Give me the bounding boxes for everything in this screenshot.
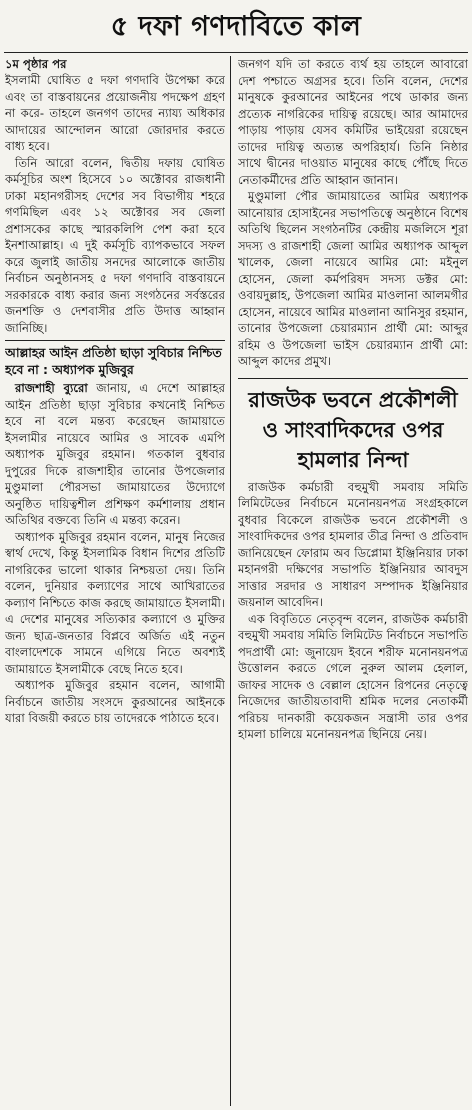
- article-paragraph: ইসলামী ঘোষিত ৫ দফা গণদাবি উপেক্ষা করে এবং তা বাস্তবায়নের প্রয়োজনীয় পদক্ষেপ গ্রহণ না করে- তাহলে জনগণ তাদের ন্যায্য অধিকার আদায়ের আন্দোলন আরো জোরদার করতে বাধ্য হবে।: [5, 73, 225, 153]
- headline: ৫ দফা গণদাবিতে কাল: [110, 11, 362, 42]
- article-paragraph: রাজউক কর্মচারী বহুমুখী সমবায় সমিতি লিমিটেডের নির্বাচনে মনোনয়নপত্র সংগ্রহকালে বুধবার বিকেলে রাজউক ভবনে প্রকৌশলী ও সাংবাদিকদের ওপর হামলার তীব্র নিন্দা ও প্রতিবাদ জানিয়েছেন ফোরাম অব ডিপ্লোমা ইঞ্জিনিয়ার ঢাকা মহানগরী দক্ষিণের সভাপতি ইঞ্জিনিয়ার আবদুস সাত্তার সরদার ও সাধারণ সম্পাদক ইঞ্জিনিয়ার জয়নাল আবেদিন।: [238, 479, 468, 609]
- headline-rule: [4, 52, 468, 53]
- article-paragraph: এক বিবৃতিতে নেতৃবৃন্দ বলেন, রাজউক কর্মচারী বহুমুখী সমবায় সমিতি লিমিটেড নির্বাচনে সভাপতি পদপ্রার্থী মো: জুনায়েদ ইবনে শরীফ মনোনয়নপত্র উত্তোলন করতে গেলে নুরুল আলম হেলাল, জাফর সাদেক ও বেল্লাল হোসেন রিপনের নেতৃত্বে নিজেদের জাতীয়তাবাদী শ্রমিক দলের নেতাকর্মী পরিচয় দানকারী কয়েকজন সন্ত্রাসী তার ওপর হামলা চালিয়ে মনোনয়নপত্র ছিনিয়ে নেয়।: [238, 611, 468, 741]
- column-divider: [230, 56, 231, 1106]
- dateline-paragraph: [5, 380, 225, 529]
- article-paragraph: অধ্যাপক মুজিবুর রহমান বলেন, আগামী নির্বাচনে জাতীয় সংসদে কুরআনের আইনকে যারা বিজয়ী করতে চায় তাদেরকে পাঠাতে হবে।: [5, 678, 225, 725]
- subheadline: আল্লাহর আইন প্রতিষ্ঠা ছাড়া সুবিচার নিশ্চিত হবে না : অধ্যাপক মুজিবুর: [5, 340, 225, 378]
- dateline-paragraph-text: জানায়, এ দেশে আল্লাহর আইন প্রতিষ্ঠা ছাড়া সুবিচার কখনোই নিশ্চিত হবে না বলে মন্তব্য করেছেন জামায়াতে ইসলামীর নায়েবে আমির ও সাবেক এমপি অধ্যাপক মুজিবুর রহমান। গতকাল বুধবার দুপুরের দিকে রাজশাহীর তানোর উপজেলার মুণ্ডুমালা পৌরসভা জামায়াতের উদ্যোগে অনুষ্ঠিত দায়িত্বশীল প্রশিক্ষণ কর্মশালায় প্রধান অতিথির বক্তব্যে তিনি এ মন্তব্য করেন।: [5, 381, 225, 527]
- continued-from-label: ১ম পৃষ্ঠার পর: [5, 57, 67, 71]
- second-article-body: [238, 479, 468, 999]
- article-paragraph: তিনি আরো বলেন, দ্বিতীয় দফায় ঘোষিত কর্মসূচির অংশ হিসেবে ১০ অক্টোবর রাজধানী ঢাকা মহানগরীসহ দেশের সব বিভাগীয় শহরে গণমিছিল এবং ১২ অক্টোবর সব জেলা প্রশাসকের কাছে স্মারকলিপি পেশ করা হবে ইনশাআল্লাহ। এ দুই কর্মসূচি ব্যাপকভাবে সফল করে জুলাই জাতীয় সনদের আলোকে জাতীয় নির্বাচন অনুষ্ঠানসহ ৫ দফা গণদাবি বাস্তবায়নে সরকারকে বাধ্য করার জন্য সংগঠনের সর্বস্তরের জনশক্তি ও দেশবাসীর প্রতি উদাত্ত আহ্বান জানিচ্ছি।: [5, 155, 225, 335]
- left-column: [5, 56, 225, 1108]
- article-paragraph: মুণ্ডুমালা পৌর জামায়াতের আমির অধ্যাপক আনোয়ার হোসাইনের সভাপতিত্বে অনুষ্ঠানে বিশেষ অতিথি ছিলেন সংগঠনটির কেন্দ্রীয় মজলিসে শূরা সদস্য ও রাজশাহী জেলা আমির অধ্যাপক আব্দুল খালেক, জেলা নায়েবে আমির মো: মইনুল হোসেন, জেলা কর্মপরিষদ সদস্য ডক্টর মো: ওবায়দুল্লাহ, উপজেলা আমির মাওলানা আলমগীর হোসেন, নায়েবে আমির মাওলানা আনিসুর রহমান, তানোর উপজেলা চেয়ারম্যান প্রার্থী মো: আব্দুর রহিম ও উপজেলা ভাইস চেয়ারম্যান প্রার্থী মো: আব্দুল কাদের প্রমুখ।: [238, 189, 468, 368]
- article-paragraph: জনগণ যদি তা করতে ব্যর্থ হয় তাহলে আবারো দেশ পশ্চাতে অগ্রসর হবে। তিনি বলেন, দেশের মানুষকে কুরআনের আইনের পথে ডাকার জন্য প্রত্যেক নাগরিকের দায়িত্ব রয়েছে। আর আমাদের পাড়ায় পাড়ায় যেসব কমিটির ভাইয়েরা রয়েছেন তাদের দায়িত্ব অত্যন্ত অপরিহার্য। তিনি নিষ্ঠার সাথে দ্বীনের দাওয়াত মানুষের কাছে পৌঁছে দিতে নেতাকর্মীদের প্রতি আহ্বান জানান।: [238, 57, 468, 187]
- right-column: [238, 56, 468, 1108]
- section-headline: রাজউক ভবনে প্রকৌশলী ও সাংবাদিকদের ওপর হামলার নিন্দা: [238, 378, 468, 475]
- dateline: রাজশাহী ব্যুরো: [15, 381, 88, 395]
- article-paragraph: অধ্যাপক মুজিবুর রহমান বলেন, মানুষ নিজের স্বার্থ দেখে, কিন্তু ইসলামিক বিধান দিশের প্রতিটি নাগরিকের ভালো থাকার নিশ্চয়তা দেয়। তিনি বলেন, দুনিয়ার কল্যাণের সাথে আখিরাতের কল্যাণ নিশ্চিতে কাজ করছে জামায়াতে ইসলামী। এ দেশের মানুষের সত্যিকার কল্যাণে ও মুক্তির জন্য ছাত্র-জনতার বিপ্লবে অর্জিত এই নতুন বাংলাদেশকে সামনে এগিয়ে নিতে অবশ্যই জামায়াতে ইসলামীকে বেছে নিতে হবে।: [5, 529, 225, 676]
